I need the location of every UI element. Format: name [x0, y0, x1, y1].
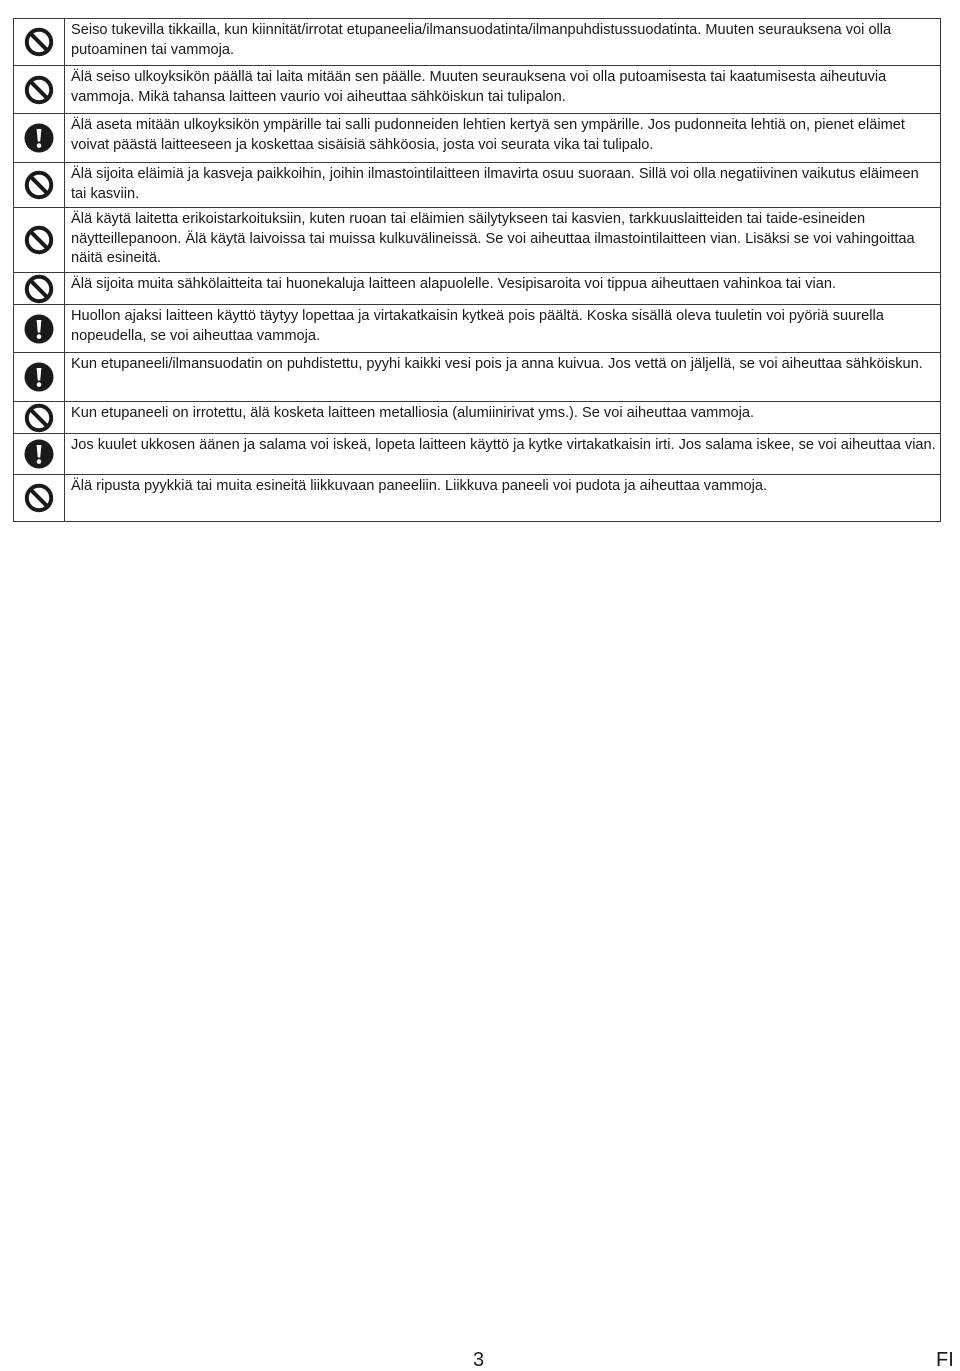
prohibition-icon: [24, 403, 54, 433]
warning-exclamation-icon: [24, 439, 54, 469]
instruction-text: Huollon ajaksi laitteen käyttö täytyy lopettaa ja virtakatkaisin kytkeä pois päältä. Koska sisällä oleva tuuletin voi pyöriä suurella nopeudella, se voi aiheuttaa vammoja.: [65, 305, 941, 353]
prohibition-icon: [24, 170, 54, 200]
icon-cell: [14, 434, 65, 475]
instruction-text: Älä sijoita muita sähkölaitteita tai huonekaluja laitteen alapuolelle. Vesipisaroita voi tippua aiheuttaen vahinkoa tai vian.: [65, 273, 941, 305]
instruction-text: Jos kuulet ukkosen äänen ja salama voi iskeä, lopeta laitteen käyttö ja kytke virtakatkaisin irti. Jos salama iskee, se voi aiheuttaa vian.: [65, 434, 941, 475]
prohibition-icon: [24, 225, 54, 255]
icon-cell: [14, 66, 65, 114]
safety-row: [14, 273, 941, 305]
instruction-text: Kun etupaneeli/ilmansuodatin on puhdistettu, pyyhi kaikki vesi pois ja anna kuivua. Jos vettä on jäljellä, se voi aiheuttaa sähköiskun.: [65, 353, 941, 402]
safety-row: [14, 163, 941, 208]
icon-cell: [14, 163, 65, 208]
instruction-text: Älä käytä laitetta erikoistarkoituksiin, kuten ruoan tai eläimien säilytykseen tai kasvien, tarkkuuslaitteiden tai taide-esineiden näytteillepanoon. Älä käytä laivoissa tai muissa kulkuvälineissä. Se voi aiheuttaa ilmastointilaitteen vian. Lisäksi se voi vahingoittaa näitä esineitä.: [65, 208, 941, 273]
warning-exclamation-icon: [24, 314, 54, 344]
safety-row: [14, 402, 941, 434]
icon-cell: [14, 305, 65, 353]
instruction-text: Kun etupaneeli on irrotettu, älä kosketa laitteen metalliosia (alumiinirivat yms.). Se voi aiheuttaa vammoja.: [65, 402, 941, 434]
safety-row: [14, 475, 941, 522]
safety-row: [14, 66, 941, 114]
prohibition-icon: [24, 27, 54, 57]
safety-row: [14, 208, 941, 273]
warning-exclamation-icon: [24, 362, 54, 392]
safety-row: [14, 305, 941, 353]
instruction-text: Seiso tukevilla tikkailla, kun kiinnität/irrotat etupaneelia/ilmansuodatinta/ilmanpuhdistussuodatinta. Muuten seurauksena voi olla putoaminen tai vammoja.: [65, 19, 941, 66]
icon-cell: [14, 475, 65, 522]
warning-exclamation-icon: [24, 123, 54, 153]
instruction-text: Älä aseta mitään ulkoyksikön ympärille tai salli pudonneiden lehtien kertyä sen ympärille. Jos pudonneita lehtiä on, pienet eläimet voivat päästä laitteeseen ja koskettaa sisäisiä sähköosia, josta voi seurata vika tai tulipalo.: [65, 114, 941, 163]
instruction-text: Älä ripusta pyykkiä tai muita esineitä liikkuvaan paneeliin. Liikkuva paneeli voi pudota ja aiheuttaa vammoja.: [65, 475, 941, 522]
safety-row: [14, 353, 941, 402]
icon-cell: [14, 273, 65, 305]
prohibition-icon: [24, 75, 54, 105]
icon-cell: [14, 19, 65, 66]
icon-cell: [14, 402, 65, 434]
instruction-text: Älä sijoita eläimiä ja kasveja paikkoihin, joihin ilmastointilaitteen ilmavirta osuu suoraan. Sillä voi olla negatiivinen vaikutus eläimeen tai kasviin.: [65, 163, 941, 208]
page-number: 3: [473, 1349, 485, 1371]
safety-row: [14, 114, 941, 163]
safety-row: [14, 19, 941, 66]
prohibition-icon: [24, 483, 54, 513]
language-code: FI: [936, 1349, 954, 1371]
safety-row: [14, 434, 941, 475]
prohibition-icon: [24, 274, 54, 304]
safety-rows: [14, 19, 941, 522]
icon-cell: [14, 114, 65, 163]
icon-cell: [14, 208, 65, 273]
instruction-text: Älä seiso ulkoyksikön päällä tai laita mitään sen päälle. Muuten seurauksena voi olla putoamisesta tai kaatumisesta aiheutuvia vammoja. Mikä tahansa laitteen vaurio voi aiheuttaa sähköiskun tai tulipalon.: [65, 66, 941, 114]
safety-instructions-table: [13, 18, 941, 522]
icon-cell: [14, 353, 65, 402]
